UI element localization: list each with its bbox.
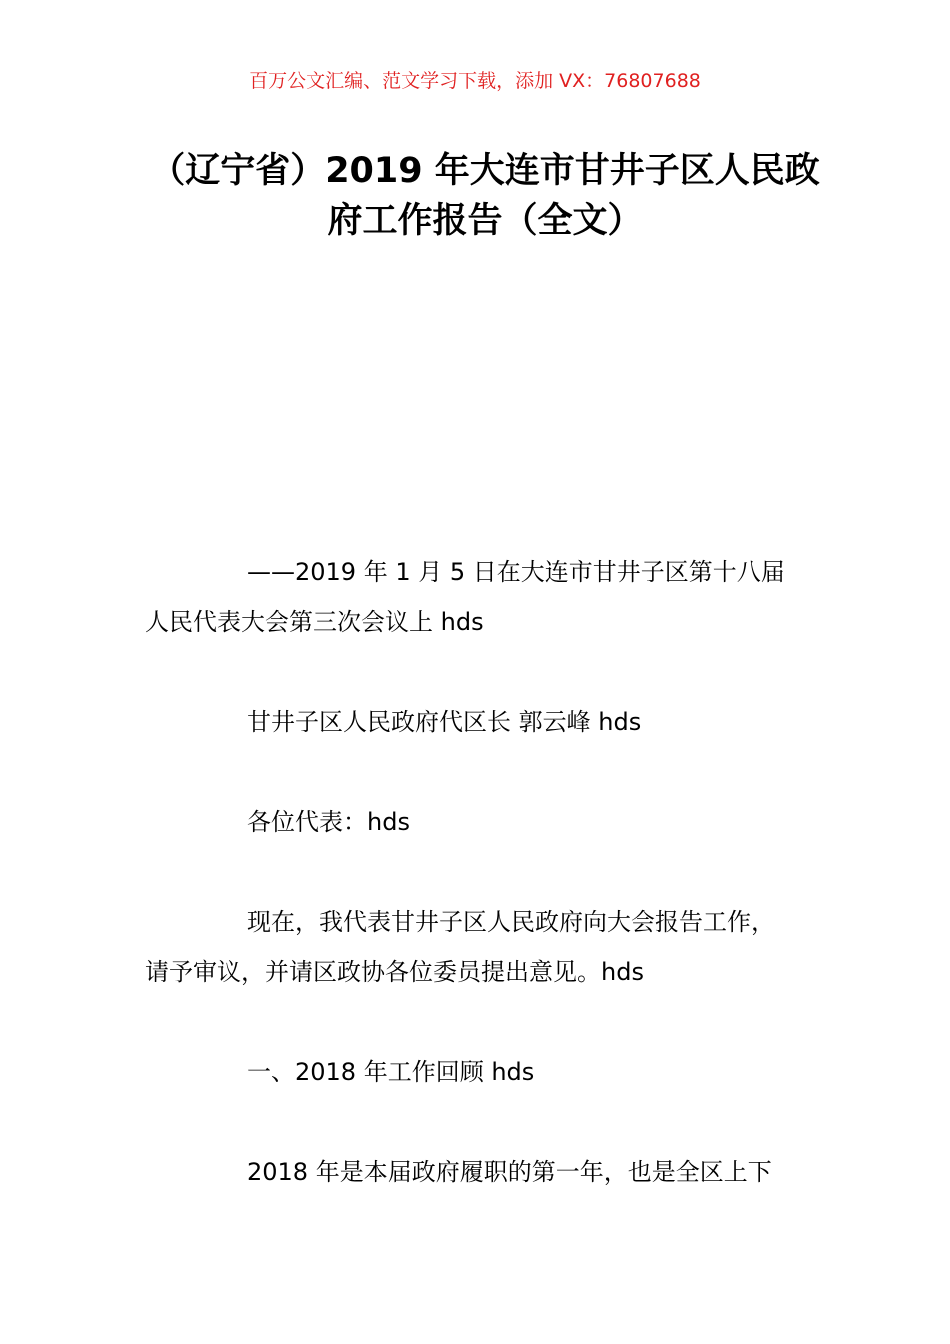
text-line: 2018 年是本届政府履职的第一年，也是全区上下 <box>247 1158 772 1186</box>
document-body <box>145 547 835 1247</box>
text-line: ——2019 年 1 月 5 日在大连市甘井子区第十八届 <box>247 558 785 586</box>
document-title <box>145 146 825 246</box>
title-line: 府工作报告（全文） <box>327 201 643 241</box>
paragraph-salutation <box>145 797 835 847</box>
paragraph-review <box>145 1147 835 1197</box>
text-line: 现在，我代表甘井子区人民政府向大会报告工作， <box>247 908 775 936</box>
section-heading <box>145 1047 835 1097</box>
paragraph-intro <box>145 897 835 997</box>
text-line: 甘井子区人民政府代区长 郭云峰 hds <box>247 708 642 736</box>
title-line: （辽宁省）2019 年大连市甘井子区人民政 <box>150 151 820 191</box>
text-line: 一、2018 年工作回顾 hds <box>247 1058 535 1086</box>
watermark-header: 百万公文汇编、范文学习下载，添加 VX：76807688 <box>249 70 701 92</box>
text-line: 请予审议，并请区政协各位委员提出意见。hds <box>145 958 644 986</box>
paragraph-speaker <box>145 697 835 747</box>
text-line: 人民代表大会第三次会议上 hds <box>145 608 484 636</box>
text-line: 各位代表：hds <box>247 808 410 836</box>
paragraph-meeting-info <box>145 547 835 647</box>
